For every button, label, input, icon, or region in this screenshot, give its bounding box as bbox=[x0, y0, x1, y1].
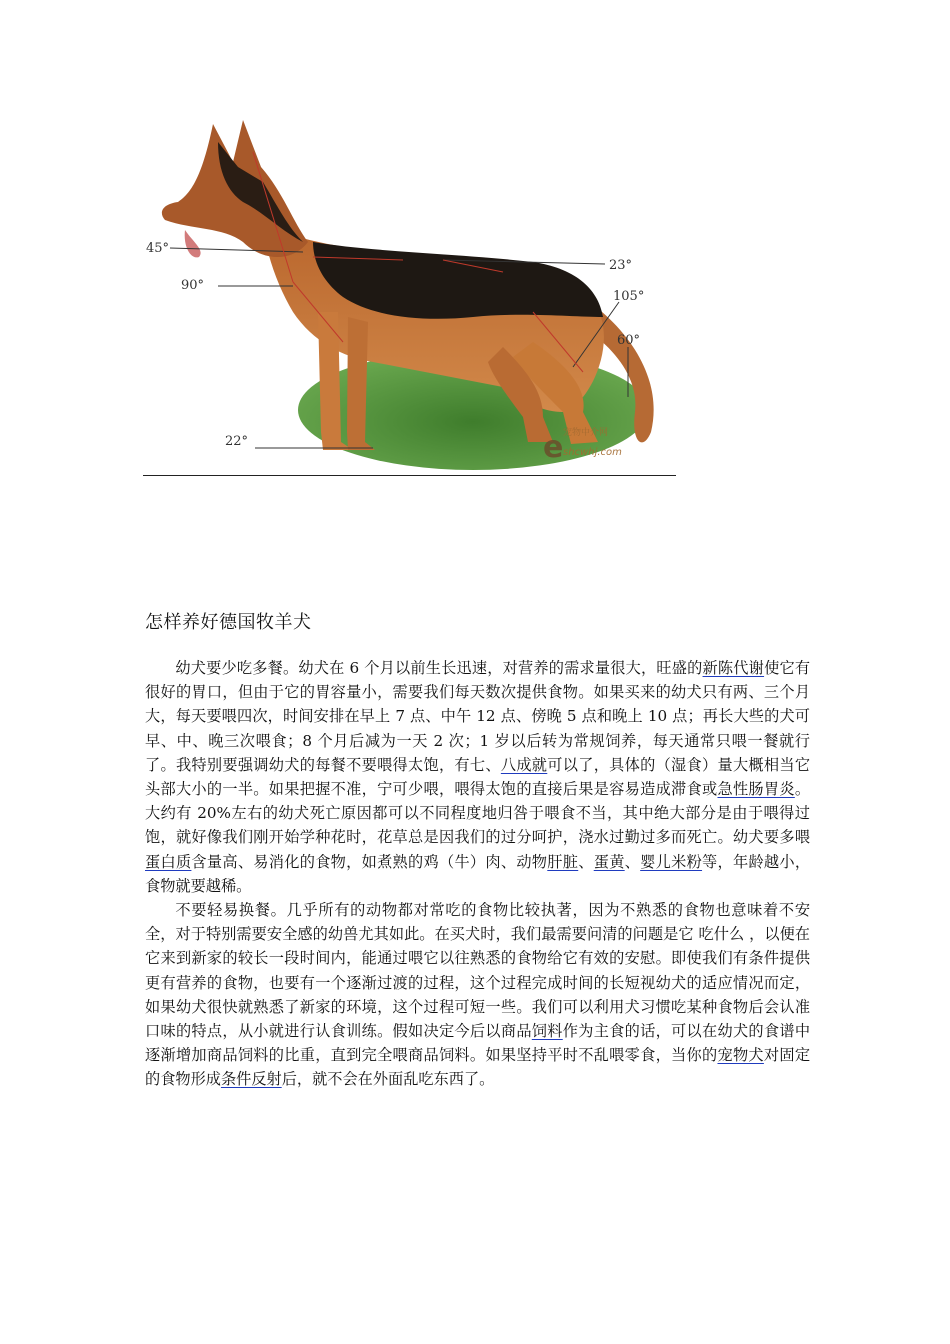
article-body bbox=[145, 656, 810, 1092]
paragraph-2 bbox=[145, 898, 810, 1092]
angle-label-23: 23° bbox=[609, 258, 633, 273]
link-liver[interactable]: 肝脏 bbox=[547, 852, 579, 871]
text-run: 后，就不会在外面乱吃东西了。 bbox=[281, 1070, 495, 1089]
link-gastroenteritis[interactable]: 急性肠胃炎 bbox=[717, 780, 795, 799]
angle-label-60: 60° bbox=[617, 333, 641, 348]
figure-divider bbox=[143, 475, 676, 476]
text-run: 不要轻易换餐。几乎所有的动物都对常吃的食物比较执著，因为不熟悉的食物也意味着不安全，对于特别需要安全感的幼兽尤其如此。在买犬时，我们最需要问清的问题是它 吃什么 ，以便在它来到新家的较长一段时间内，能通过喂它以往熟悉的食物给它有效的安慰。即使我们有条件提供更有营养的食物，也要有一个逐渐过渡的过程，这个过程完成时间的长短视幼犬的适应情况而定，如果幼犬很快就熟悉了新家的环境，这个过程可短一些。我们可以利用犬习惯吃某种食物后会认准口味的特点，从小就进行认食训练。假如决定今后以商品 bbox=[145, 901, 810, 1041]
angle-label-45: 45° bbox=[146, 241, 170, 256]
text-run: 幼犬要少吃多餐。幼犬在 6 个月以前生长迅速，对营养的需求量很大，旺盛的 bbox=[175, 659, 703, 677]
text-run: 可以了，具体的（湿食）量大概相当它头部大小的一半。如果把握不准，宁可少喂，喂得太饱的直接后果是容易造成滞食或 bbox=[145, 755, 811, 799]
link-metabolism[interactable]: 新陈代谢 bbox=[702, 659, 765, 677]
text-run: 。大约有 20%左右的幼犬死亡原因都可以不同程度地归咎于喂食不当，其中绝大部分是由于喂得过饱，就好像我们刚开始学种花时，花草总是因我们的过分呵护，浇水过勤过多而死亡。幼犬要多喂 bbox=[145, 780, 811, 847]
text-run: 作为主食的话，可以在幼犬的食谱中逐渐增加商品饲料的比重，直到完全喂商品饲料。如果坚持平时不乱喂零食，当你的 bbox=[145, 1022, 811, 1065]
angle-label-90: 90° bbox=[181, 278, 205, 293]
dog-tongue bbox=[185, 230, 201, 257]
text-run: 等，年龄越小，食物就要越稀。 bbox=[145, 852, 811, 895]
paragraph-1 bbox=[145, 656, 810, 898]
svg-text:宠物中介网: 宠物中介网 bbox=[563, 428, 609, 438]
text-run: 对固定的食物形成 bbox=[145, 1046, 811, 1089]
link-pet-dog[interactable]: 宠物犬 bbox=[717, 1046, 764, 1065]
angle-label-105: 105° bbox=[613, 289, 645, 304]
link-baby-rice-flour[interactable]: 婴儿米粉 bbox=[640, 852, 703, 871]
link-feed[interactable]: 饲料 bbox=[531, 1022, 563, 1041]
svg-text:shcwhj.com: shcwhj.com bbox=[563, 447, 622, 458]
angle-label-22: 22° bbox=[225, 434, 249, 449]
link-protein[interactable]: 蛋白质 bbox=[145, 852, 192, 871]
text-run: 含量高、易消化的食物，如煮熟的鸡（牛）肉、动物 bbox=[191, 852, 548, 871]
link-conditioned-reflex[interactable]: 条件反射 bbox=[220, 1070, 282, 1089]
text-run: 使它有很好的胃口，但由于它的胃容量小，需要我们每天数次提供食物。如果买来的幼犬只有两、三个月大，每天要喂四次，时间安排在早上 7 点、中午 12 点、傍晚 5 点和晚上 10 点；再长大些的犬可早、中、晚三次喂食；8 个月后减为一天 2 次；1 岁以后转为常规饲养，每天通常只喂一餐就行了。我特别要强调幼犬的每餐不要喂得太饱，有七、 bbox=[145, 659, 811, 774]
text-run: 、 bbox=[578, 852, 594, 871]
article-title: 怎样养好德国牧羊犬 bbox=[145, 612, 312, 633]
svg-text:e: e bbox=[543, 430, 564, 465]
text-run: 、 bbox=[624, 852, 641, 871]
dog-illustration bbox=[143, 112, 677, 476]
dog-figure bbox=[143, 112, 677, 476]
link-egg-yolk[interactable]: 蛋黄 bbox=[593, 852, 625, 871]
link-eighty-percent[interactable]: 八成就 bbox=[500, 755, 548, 774]
